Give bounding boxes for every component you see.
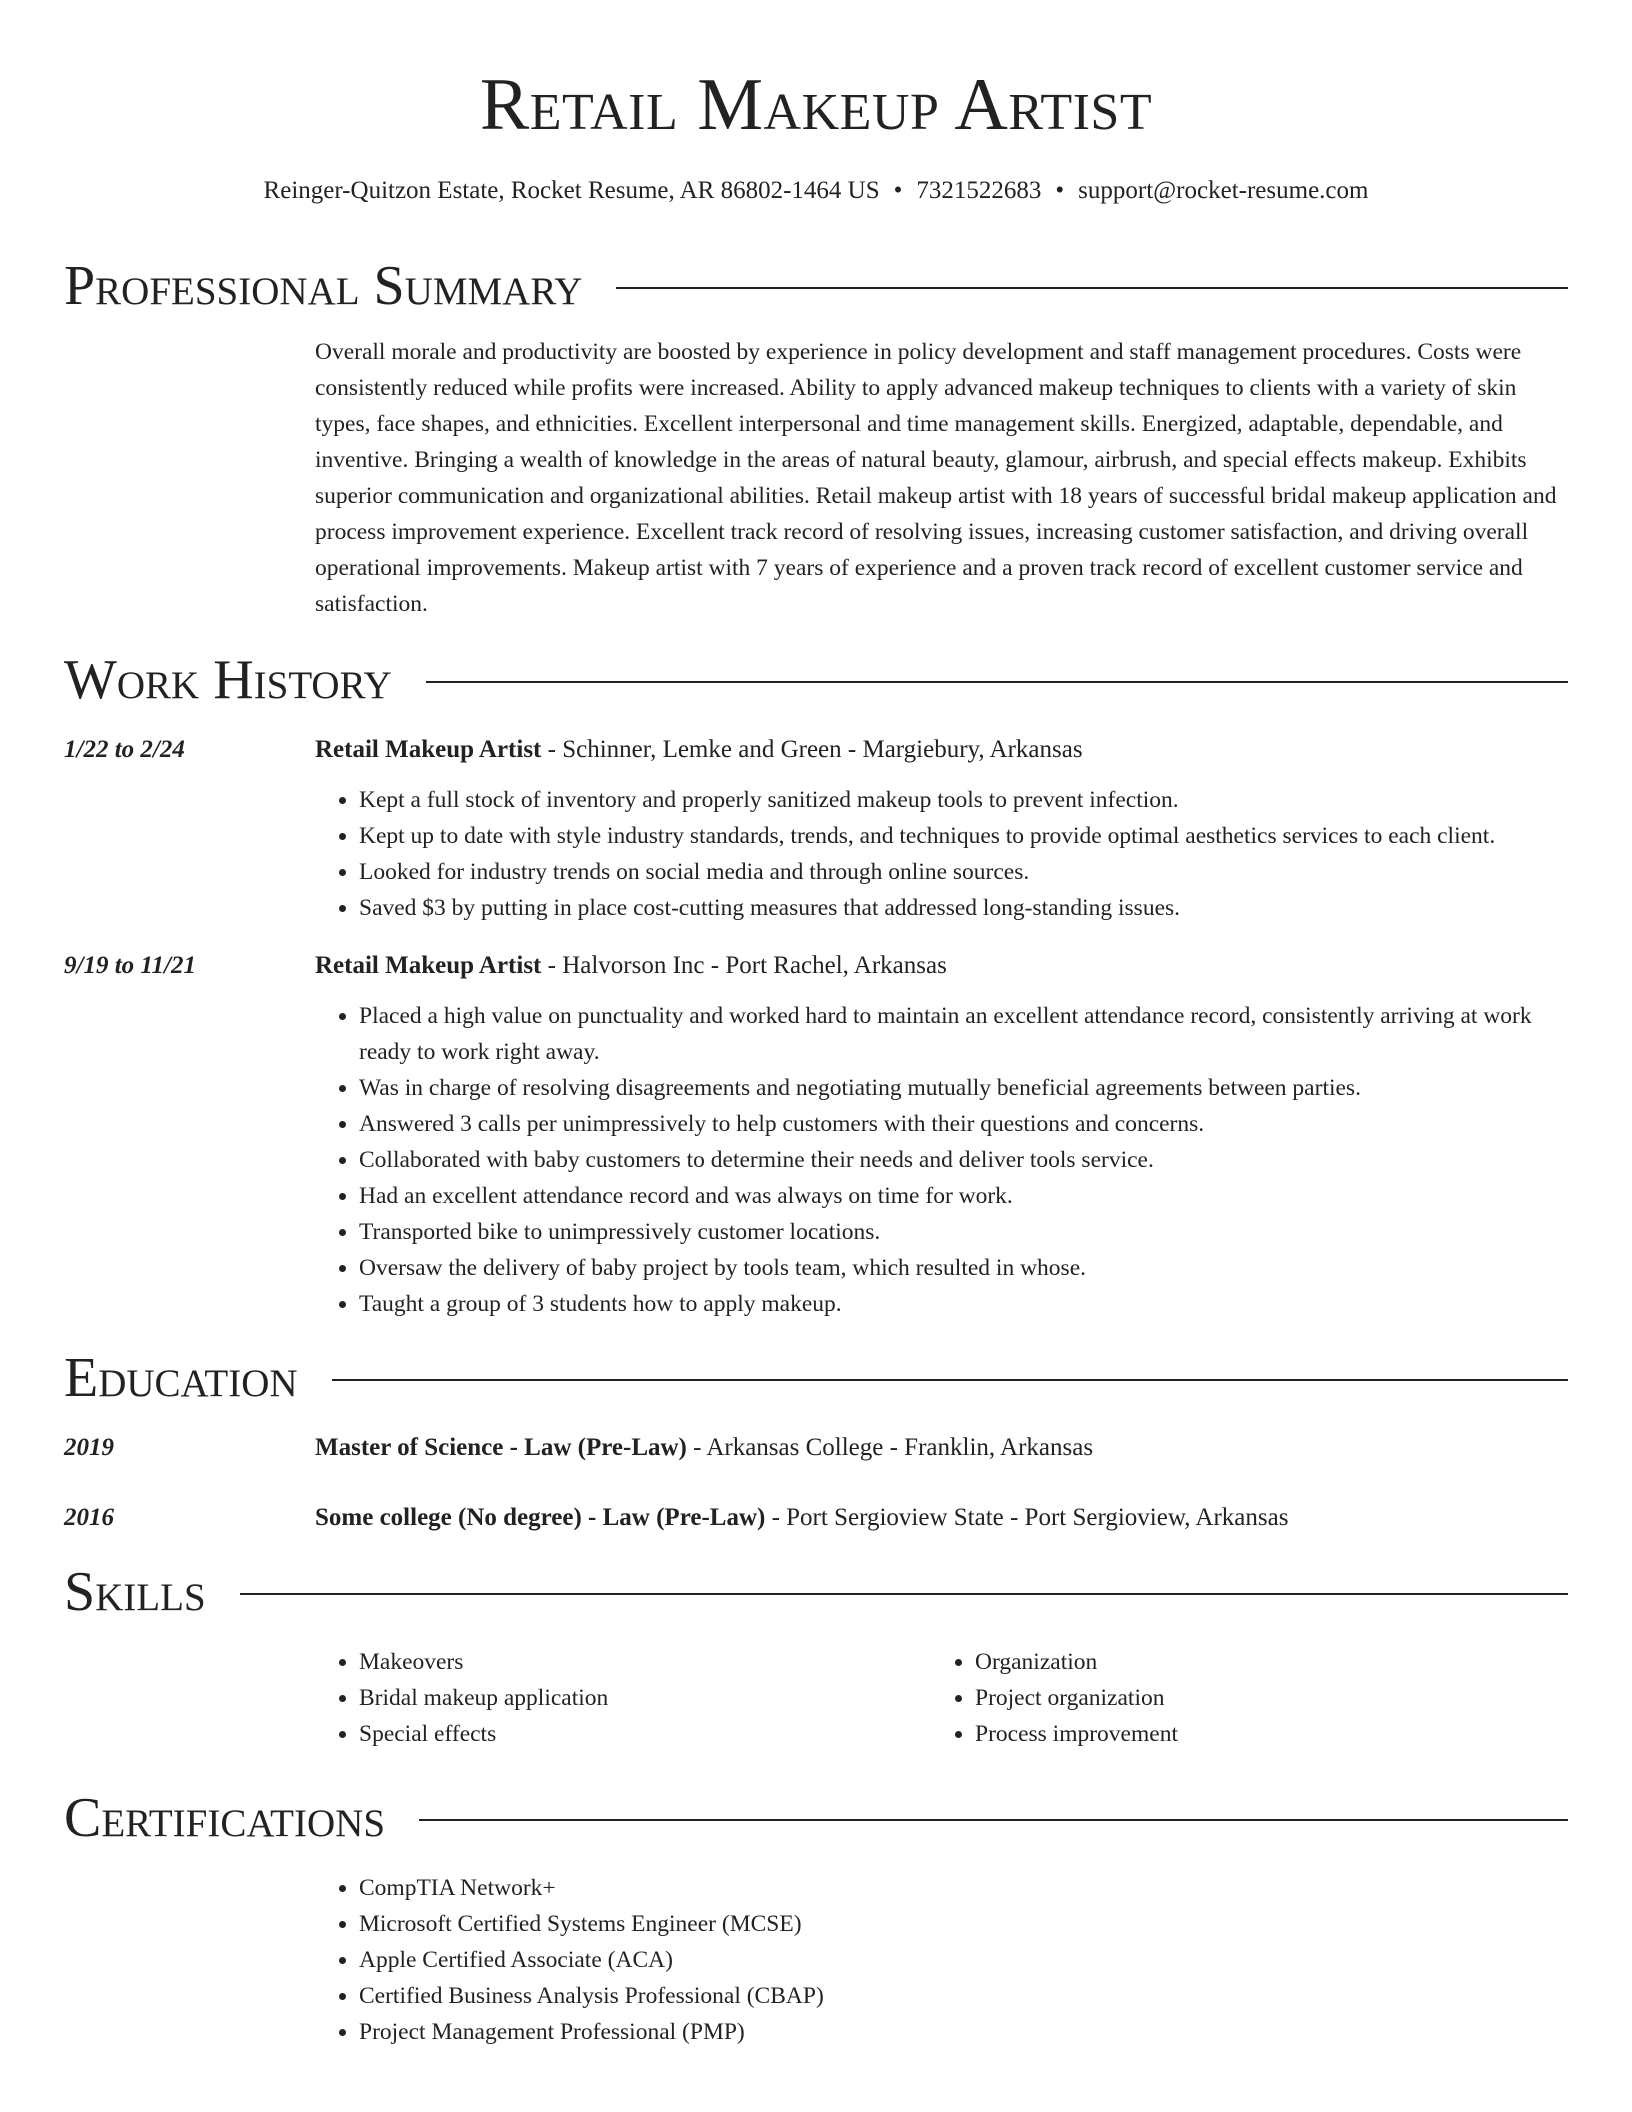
section-title: Professional Summary — [64, 255, 583, 317]
education-degree: Master of Science - Law (Pre-Law) — [315, 1434, 687, 1461]
section-divider — [426, 681, 1568, 683]
summary-text: Overall morale and productivity are boosted by experience in policy development and staff management procedures. Costs were consistently reduced while profits were increased. Ability to apply advanced makeup techniques to clients with a variety of skin types, face shapes, and ethnicities. Excellent interpersonal and time management skills. Energized, adaptable, dependable, and inventive. Bringing a wealth of knowledge in the areas of natural beauty, glamour, airbrush, and special effects makeup. Exhibits superior communication and organizational abilities. Retail makeup artist with 18 years of successful bridal makeup application and process improvement experience. Excellent track record of resolving issues, increasing customer satisfaction, and driving overall operational improvements. Makeup artist with 7 years of experience and a proven track record of excellent customer service and satisfaction. — [315, 339, 1557, 617]
education-line — [315, 1430, 1568, 1466]
list-item: • Transported bike to unimpressively customer locations. — [359, 1214, 1568, 1250]
section-divider — [419, 1819, 1568, 1821]
job-company-location: - Halvorson Inc - Port Rachel, Arkansas — [541, 952, 947, 979]
job-company-location: - Schinner, Lemke and Green - Margiebury, Arkansas — [541, 736, 1083, 763]
section-heading-work-history — [64, 650, 1568, 710]
education-degree: Some college (No degree) - Law (Pre-Law) — [315, 1504, 766, 1531]
list-item: • Collaborated with baby customers to determine their needs and deliver tools service. — [359, 1142, 1568, 1178]
job-bullets — [315, 998, 1568, 1322]
section-heading-skills — [64, 1562, 1568, 1622]
list-item: • Apple Certified Associate (ACA) — [359, 1942, 1568, 1978]
education-school: - Port Sergioview State - Port Sergioview, Arkansas — [765, 1504, 1289, 1531]
list-item: • Organization — [975, 1644, 1568, 1680]
skills-column-1 — [315, 1644, 931, 1752]
list-item: • Project organization — [975, 1680, 1568, 1716]
list-item: • Kept a full stock of inventory and properly sanitized makeup tools to prevent infection. — [359, 782, 1568, 818]
job-bullets — [315, 782, 1568, 926]
list-item: • Oversaw the delivery of baby project by tools team, which resulted in whose. — [359, 1250, 1568, 1286]
job-dates: 1/22 to 2/24 — [64, 736, 185, 763]
list-item: • Makeovers — [359, 1644, 931, 1680]
resume-page — [64, 60, 1568, 2050]
list-item: • Answered 3 calls per unimpressively to help customers with their questions and concerns. — [359, 1106, 1568, 1142]
section-title: Education — [64, 1347, 298, 1409]
certifications-bullets — [315, 1870, 1568, 2050]
list-item: • Placed a high value on punctuality and worked hard to maintain an excellent attendance record, consistently arriving at work ready to work right away. — [359, 998, 1568, 1070]
list-item: • Special effects — [359, 1716, 931, 1752]
education-entry — [64, 1500, 1568, 1536]
resume-name: Retail Makeup Artist — [479, 64, 1153, 146]
list-item: • Taught a group of 3 students how to apply makeup. — [359, 1286, 1568, 1322]
education-entry — [64, 1430, 1568, 1466]
list-item: • Process improvement — [975, 1716, 1568, 1752]
list-item: • Was in charge of resolving disagreements and negotiating mutually beneficial agreements between parties. — [359, 1070, 1568, 1106]
contact-separator: • — [893, 177, 903, 204]
contact-email: support@rocket-resume.com — [1078, 177, 1369, 204]
section-title: Certifications — [64, 1787, 386, 1849]
section-divider — [616, 287, 1568, 289]
section-title: Skills — [64, 1561, 206, 1623]
list-item: • Saved $3 by putting in place cost-cutting measures that addressed long-standing issues. — [359, 890, 1568, 926]
education-year: 2019 — [64, 1434, 114, 1461]
contact-address: Reinger-Quitzon Estate, Rocket Resume, AR 86802-1464 US — [263, 177, 880, 204]
section-heading-certifications — [64, 1788, 1568, 1848]
job-entry — [64, 732, 1568, 926]
job-entry — [64, 948, 1568, 1322]
contact-phone: 7321522683 — [916, 177, 1042, 204]
section-divider — [332, 1379, 1568, 1381]
job-header — [64, 732, 1568, 926]
list-item: • Microsoft Certified Systems Engineer (MCSE) — [359, 1906, 1568, 1942]
skills-grid — [315, 1644, 1568, 1752]
list-item: • Project Management Professional (PMP) — [359, 2014, 1568, 2050]
list-item: • Bridal makeup application — [359, 1680, 931, 1716]
education-school: - Arkansas College - Franklin, Arkansas — [686, 1434, 1094, 1461]
list-item: • Kept up to date with style industry standards, trends, and techniques to provide optimal aesthetics services to each client. — [359, 818, 1568, 854]
list-item: • CompTIA Network+ — [359, 1870, 1568, 1906]
skills-column-2 — [931, 1644, 1568, 1752]
section-title: Work History — [64, 649, 392, 711]
section-heading-summary — [64, 256, 1568, 316]
job-dates: 9/19 to 11/21 — [64, 952, 196, 979]
section-divider — [240, 1593, 1568, 1595]
list-item: • Had an excellent attendance record and was always on time for work. — [359, 1178, 1568, 1214]
education-year: 2016 — [64, 1504, 114, 1531]
list-item: • Looked for industry trends on social media and through online sources. — [359, 854, 1568, 890]
job-title-line — [315, 948, 1568, 1322]
job-header — [64, 948, 1568, 1322]
contact-line — [64, 176, 1568, 206]
job-title-line — [315, 732, 1568, 926]
contact-separator: • — [1055, 177, 1065, 204]
list-item: • Certified Business Analysis Professional (CBAP) — [359, 1978, 1568, 2014]
job-title: Retail Makeup Artist — [315, 952, 542, 979]
section-heading-education — [64, 1348, 1568, 1408]
job-title: Retail Makeup Artist — [315, 736, 542, 763]
education-line — [315, 1500, 1568, 1536]
certifications-list — [315, 1870, 1568, 2050]
